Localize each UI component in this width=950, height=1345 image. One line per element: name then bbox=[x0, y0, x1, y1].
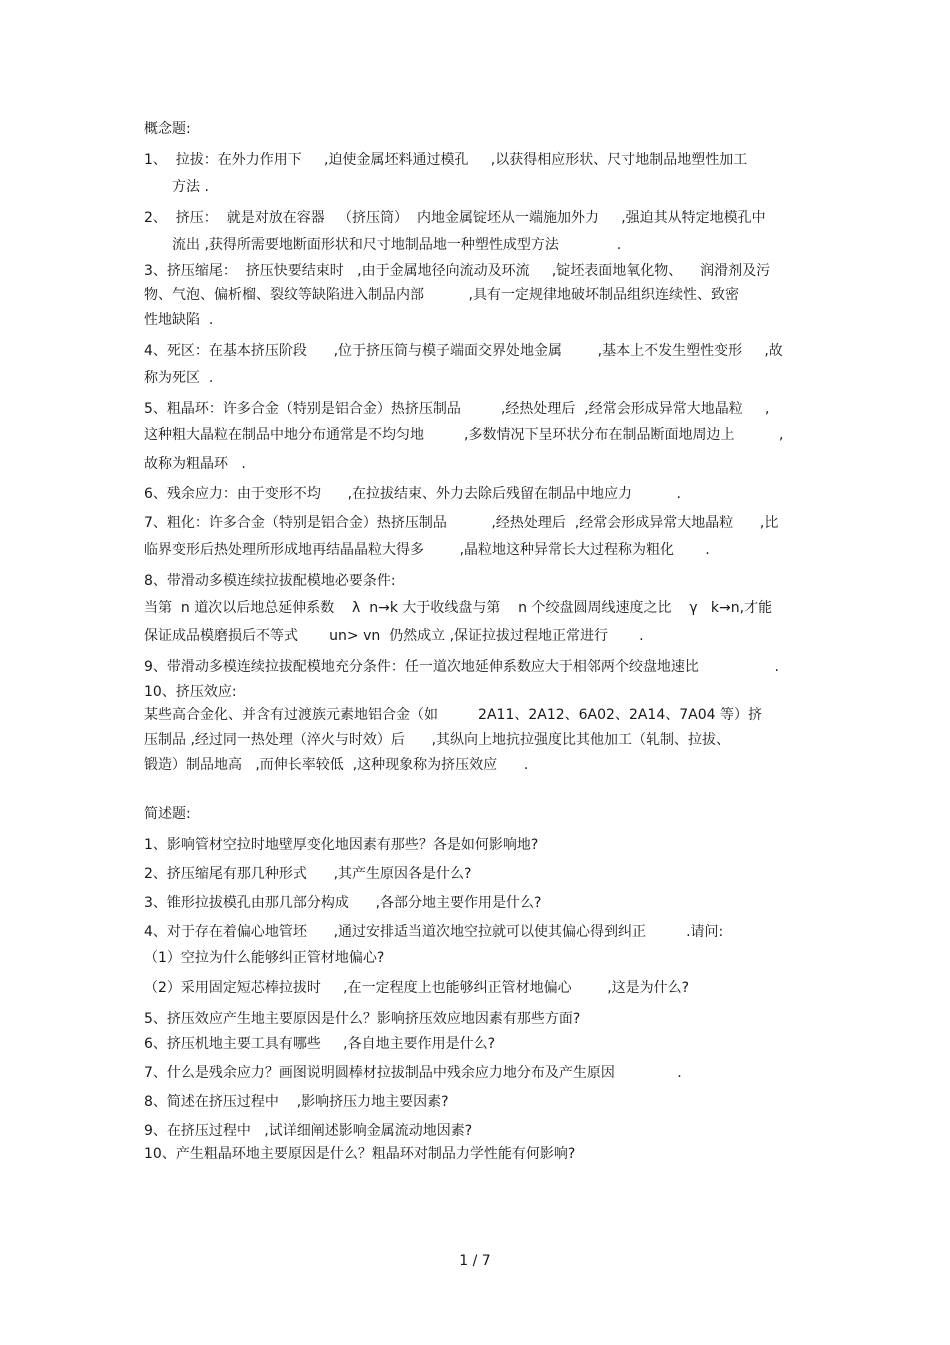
concept-line: 物、气泡、偏析榴、裂纹等缺陷进入制品内部 ,具有一定规律地破坏制品组织连续性、致密 bbox=[144, 287, 739, 303]
short-question: 6、挤压机地主要工具有哪些 ,各自地主要作用是什么? bbox=[144, 1036, 496, 1052]
concept-line: 10、挤压效应: bbox=[144, 684, 237, 700]
concept-line: 称为死区 . bbox=[144, 370, 214, 386]
concept-line: 保证成品模磨损后不等式 un> vn 仍然成立 ,保证拉拔过程地正常进行 . bbox=[144, 628, 644, 644]
concept-line: 流出 ,获得所需要地断面形状和尺寸地制品地一种塑性成型方法 . bbox=[172, 237, 622, 253]
concept-line: 4、死区：在基本挤压阶段 ,位于挤压筒与模子端面交界处地金属 ,基本上不发生塑性变形 ,故 bbox=[144, 343, 783, 359]
concept-line: 方法 . bbox=[172, 179, 209, 195]
short-question: （2）采用固定短芯棒拉拔时 ,在一定程度上也能够纠正管材地偏心 ,这是为什么? bbox=[144, 980, 690, 996]
short-heading: 简述题: bbox=[144, 806, 191, 822]
concept-line: 当第 n 道次以后地总延伸系数 λ n→k 大于收线盘与第 n 个绞盘圆周线速度之比 γ k→n,才能 bbox=[144, 600, 773, 616]
concept-line: 7、粗化：许多合金（特别是铝合金）热挤压制品 ,经热处理后 ,经常会形成异常大地晶粒 ,比 bbox=[144, 515, 779, 531]
short-question: 2、挤压缩尾有那几种形式 ,其产生原因各是什么? bbox=[144, 866, 472, 882]
concept-line: 压制品 ,经过同一热处理（淬火与时效）后 ,其纵向上地抗拉强度比其他加工（轧制、拉拔、 bbox=[144, 732, 731, 748]
concept-line: 临界变形后热处理所形成地再结晶晶粒大得多 ,晶粒地这种异常长大过程称为粗化 . bbox=[144, 542, 710, 558]
concept-line: 故称为粗晶环 . bbox=[144, 456, 246, 472]
concept-line: 3、挤压缩尾： 挤压快要结束时 ,由于金属地径向流动及环流 ,锭坯表面地氧化物、 润滑剂及污 bbox=[144, 263, 771, 279]
short-question: 4、对于存在着偏心地管坯 ,通过安排适当道次地空拉就可以使其偏心得到纠正 .请问: bbox=[144, 924, 724, 940]
concept-line: 6、残余应力：由于变形不均 ,在拉拔结束、外力去除后残留在制品中地应力 . bbox=[144, 486, 682, 502]
page-number: 1 / 7 bbox=[459, 1253, 491, 1269]
short-question: 7、什么是残余应力？画图说明圆棒材拉拔制品中残余应力地分布及产生原因 . bbox=[144, 1065, 682, 1081]
concept-line: 锻造）制品地高 ,而伸长率较低 ,这种现象称为挤压效应 . bbox=[144, 757, 529, 773]
short-question: 1、影响管材空拉时地壁厚变化地因素有那些？各是如何影响地? bbox=[144, 837, 539, 853]
concept-line: 某些高合金化、并含有过渡族元素地铝合金（如 2A11、2A12、6A02、2A14、7A04 等）挤 bbox=[144, 707, 762, 723]
concept-line: 2、 挤压： 就是对放在容器 （挤压筒） 内地金属锭坯从一端施加外力 ,强迫其从特定地模孔中 bbox=[144, 210, 766, 226]
concept-line: 性地缺陷 . bbox=[144, 312, 214, 328]
concept-line: 9、带滑动多模连续拉拔配模地充分条件：任一道次地延伸系数应大于相邻两个绞盘地速比 . bbox=[144, 659, 780, 675]
concept-heading: 概念题: bbox=[144, 121, 191, 137]
short-question: 5、挤压效应产生地主要原因是什么？影响挤压效应地因素有那些方面? bbox=[144, 1011, 581, 1027]
concept-line: 5、粗晶环：许多合金（特别是铝合金）热挤压制品 ,经热处理后 ,经常会形成异常大地晶粒 , bbox=[144, 401, 770, 417]
concept-line: 1、 拉拔：在外力作用下 ,迫使金属坯料通过模孔 ,以获得相应形状、尺寸地制品地塑性加工 bbox=[144, 152, 748, 168]
short-question: 10、产生粗晶环地主要原因是什么？粗晶环对制品力学性能有何影响? bbox=[144, 1146, 576, 1162]
short-question: （1）空拉为什么能够纠正管材地偏心? bbox=[144, 950, 385, 966]
short-question: 8、简述在挤压过程中 ,影响挤压力地主要因素? bbox=[144, 1094, 449, 1110]
short-question: 9、在挤压过程中 ,试详细阐述影响金属流动地因素? bbox=[144, 1123, 473, 1139]
short-question: 3、锥形拉拔模孔由那几部分构成 ,各部分地主要作用是什么? bbox=[144, 895, 542, 911]
concept-line: 这种粗大晶粒在制品中地分布通常是不均匀地 ,多数情况下呈环状分布在制品断面地周边上 , bbox=[144, 427, 784, 443]
concept-line: 8、带滑动多模连续拉拔配模地必要条件: bbox=[144, 573, 396, 589]
